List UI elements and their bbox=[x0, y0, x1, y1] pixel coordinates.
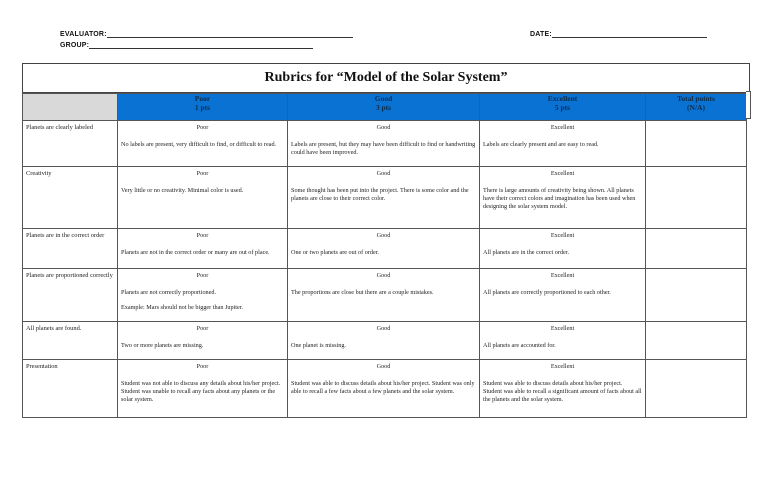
poor-description: Two or more planets are missing. bbox=[121, 342, 204, 349]
table-row bbox=[23, 360, 747, 418]
poor-description: Planets are not in the correct order or many are out of place. bbox=[121, 249, 270, 256]
excellent-cell bbox=[480, 322, 646, 360]
table-header-row bbox=[23, 94, 747, 121]
evaluator-label: EVALUATOR: bbox=[60, 31, 107, 38]
header-poor bbox=[118, 94, 288, 121]
good-description: Labels are present, but they may have been difficult to find or handwriting could have been improved. bbox=[291, 141, 476, 156]
poor-level-label: Poor bbox=[196, 124, 209, 131]
good-description: The proportions are close but there are a couple mistakes. bbox=[291, 289, 434, 296]
criterion-cell bbox=[23, 121, 118, 167]
poor-description: No labels are present, very difficult to find, or difficult to read. bbox=[121, 141, 277, 148]
criterion-label: Creativity bbox=[26, 170, 52, 177]
excellent-description: Labels are clearly present and are easy to read. bbox=[483, 141, 599, 148]
poor-level-label: Poor bbox=[196, 363, 209, 370]
excellent-cell bbox=[480, 360, 646, 418]
total-points-cell[interactable] bbox=[646, 269, 747, 322]
header-excellent-points: 5 pts bbox=[554, 103, 571, 112]
poor-cell bbox=[118, 322, 288, 360]
good-level-label: Good bbox=[376, 325, 391, 332]
header-total bbox=[646, 94, 747, 121]
good-cell bbox=[288, 167, 480, 229]
header-excellent-name: Excellent bbox=[547, 94, 578, 103]
good-cell bbox=[288, 322, 480, 360]
excellent-level-label: Excellent bbox=[550, 272, 575, 279]
criterion-cell bbox=[23, 360, 118, 418]
poor-cell bbox=[118, 360, 288, 418]
good-level-label: Good bbox=[376, 170, 391, 177]
criterion-label: Presentation bbox=[26, 363, 58, 370]
header-poor-points: 1 pts bbox=[194, 103, 211, 112]
rubric-table bbox=[22, 93, 747, 418]
rubric-table-container bbox=[22, 63, 750, 418]
good-description: One planet is missing. bbox=[291, 342, 346, 349]
good-cell bbox=[288, 121, 480, 167]
date-label: DATE: bbox=[530, 31, 552, 38]
excellent-description: Student was able to discuss details about his/her project. Student was able to recall a significant amount of facts about all the planets and the solar system. bbox=[483, 380, 642, 403]
poor-description: Example: Mars should not be bigger than Jupiter. bbox=[121, 304, 244, 311]
excellent-description: All planets are accounted for. bbox=[483, 342, 556, 349]
poor-cell bbox=[118, 121, 288, 167]
poor-level-label: Poor bbox=[196, 325, 209, 332]
evaluator-field[interactable] bbox=[60, 31, 353, 38]
group-label: GROUP: bbox=[60, 42, 90, 49]
date-field[interactable] bbox=[530, 31, 707, 38]
good-cell bbox=[288, 229, 480, 269]
criterion-cell bbox=[23, 322, 118, 360]
excellent-cell bbox=[480, 229, 646, 269]
excellent-cell bbox=[480, 269, 646, 322]
excellent-level-label: Excellent bbox=[550, 124, 575, 131]
group-field[interactable] bbox=[60, 42, 313, 49]
criterion-label: All planets are found. bbox=[26, 325, 82, 332]
table-row bbox=[23, 229, 747, 269]
poor-level-label: Poor bbox=[196, 272, 209, 279]
header-excellent bbox=[480, 94, 646, 121]
good-cell bbox=[288, 269, 480, 322]
excellent-cell bbox=[480, 121, 646, 167]
total-points-cell[interactable] bbox=[646, 167, 747, 229]
poor-cell bbox=[118, 269, 288, 322]
poor-description: Student was not able to discuss any details about his/her project. Student was unable to recall any facts about any planets or the solar system. bbox=[121, 380, 281, 403]
good-description: Student was able to discuss details about his/her project. Student was only able to recall a few facts about a few planets and the solar system. bbox=[291, 380, 475, 395]
poor-cell bbox=[118, 229, 288, 269]
poor-level-label: Poor bbox=[196, 170, 209, 177]
group-line[interactable] bbox=[89, 42, 313, 49]
good-level-label: Good bbox=[376, 124, 391, 131]
poor-description: Planets are not correctly proportioned. bbox=[121, 289, 217, 296]
header-good-points: 3 pts bbox=[375, 103, 392, 112]
good-level-label: Good bbox=[376, 272, 391, 279]
header-total-points: (N/A) bbox=[687, 103, 705, 112]
excellent-level-label: Excellent bbox=[550, 170, 575, 177]
excellent-description: There is large amounts of creativity being shown. All planets have their correct colors and imagination has been used when designing the solar system model. bbox=[483, 187, 636, 210]
good-level-label: Good bbox=[376, 363, 391, 370]
table-row bbox=[23, 322, 747, 360]
total-points-cell[interactable] bbox=[646, 322, 747, 360]
criterion-cell bbox=[23, 167, 118, 229]
rubric-title: Rubrics for “Model of the Solar System” bbox=[22, 63, 750, 93]
good-cell bbox=[288, 360, 480, 418]
header-blank-cell bbox=[23, 94, 118, 121]
good-description: Some thought has been put into the project. There is some color and the planets are close to their correct color. bbox=[291, 187, 469, 202]
header-poor-name: Poor bbox=[194, 94, 211, 103]
header-good-name: Good bbox=[374, 94, 393, 103]
criterion-label: Planets are clearly labeled bbox=[26, 124, 93, 131]
header-total-name: Total points bbox=[677, 94, 715, 103]
date-line[interactable] bbox=[552, 31, 707, 38]
rubric-body bbox=[23, 121, 747, 418]
total-points-cell[interactable] bbox=[646, 360, 747, 418]
excellent-level-label: Excellent bbox=[550, 232, 575, 239]
table-row bbox=[23, 121, 747, 167]
good-level-label: Good bbox=[376, 232, 391, 239]
excellent-level-label: Excellent bbox=[550, 325, 575, 332]
criterion-cell bbox=[23, 229, 118, 269]
table-row bbox=[23, 269, 747, 322]
criterion-cell bbox=[23, 269, 118, 322]
evaluator-line[interactable] bbox=[107, 31, 353, 38]
total-points-cell[interactable] bbox=[646, 121, 747, 167]
good-description: One or two planets are out of order. bbox=[291, 249, 379, 256]
criterion-label: Planets are proportioned correctly bbox=[26, 272, 113, 279]
table-row bbox=[23, 167, 747, 229]
criterion-label: Planets are in the correct order bbox=[26, 232, 105, 239]
excellent-cell bbox=[480, 167, 646, 229]
poor-description: Very little or no creativity. Minimal color is used. bbox=[121, 187, 244, 194]
excellent-description: All planets are in the correct order. bbox=[483, 249, 570, 256]
header-overhang bbox=[746, 91, 751, 119]
header-good bbox=[288, 94, 480, 121]
total-points-cell[interactable] bbox=[646, 229, 747, 269]
poor-cell bbox=[118, 167, 288, 229]
excellent-level-label: Excellent bbox=[550, 363, 575, 370]
poor-level-label: Poor bbox=[196, 232, 209, 239]
excellent-description: All planets are correctly proportioned to each other. bbox=[483, 289, 611, 296]
